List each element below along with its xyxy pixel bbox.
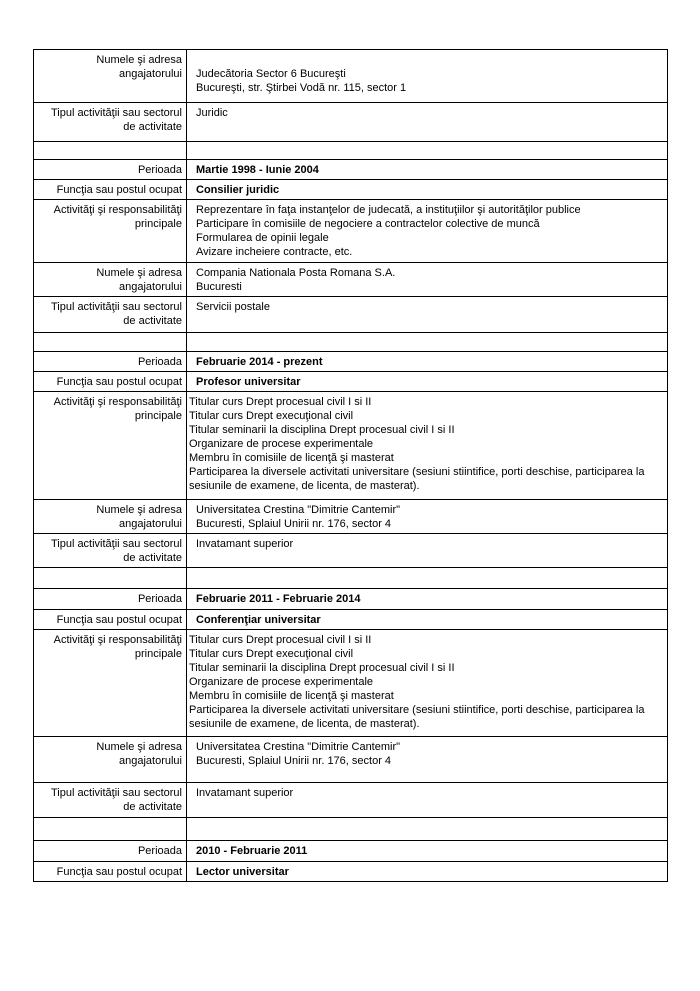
field-label: Tipul activităţii sau sectorul de activitate: [34, 534, 187, 568]
value-line: Membru în comisiile de licenţă şi masterat: [189, 452, 394, 464]
field-value: [187, 841, 668, 862]
value-line: Universitatea Crestina "Dimitrie Cantemir": [196, 741, 401, 753]
field-label: Activităţi şi responsabilităţi principale: [34, 200, 187, 263]
field-value: [187, 610, 668, 630]
value-line: Membru în comisiile de licenţă şi masterat: [189, 690, 394, 702]
field-value: [187, 263, 668, 297]
value-line: Titular seminarii la disciplina Drept procesual civil I si II: [189, 424, 455, 436]
value-line: Februarie 2014 - prezent: [196, 356, 323, 368]
value-line: 2010 - Februarie 2011: [196, 845, 308, 857]
field-label: Funcţia sau postul ocupat: [34, 610, 187, 630]
field-label: Numele şi adresa angajatorului: [34, 263, 187, 297]
value-line: Invatamant superior: [196, 787, 294, 799]
value-line: Bucureşti, str. Ştirbei Vodă nr. 115, sector 1: [196, 82, 407, 94]
value-line: Titular curs Drept procesual civil I si II: [189, 634, 372, 646]
table-row: [34, 180, 668, 200]
field-value: [187, 50, 668, 103]
field-label: Perioada: [34, 352, 187, 372]
value-line: Participare în comisiile de negociere a contractelor colective de muncă: [196, 218, 540, 230]
value-line: Participarea la diversele activitati universitare (sesiuni stiintifice, porti deschise, participarea la sesiunile de examene, de licenta, de masterat).: [189, 704, 645, 730]
value-line: Titular seminarii la disciplina Drept procesual civil I si II: [189, 662, 455, 674]
value-line: Compania Nationala Posta Romana S.A.: [196, 267, 396, 279]
table-row: [34, 818, 668, 841]
value-line: Organizare de procese experimentale: [189, 676, 374, 688]
field-label: Numele şi adresa angajatorului: [34, 50, 187, 103]
value-line: Universitatea Crestina "Dimitrie Cantemir": [196, 504, 401, 516]
field-value: [187, 783, 668, 818]
value-line: Bucuresti, Splaiul Unirii nr. 176, sector 4: [196, 518, 392, 530]
field-label: Perioada: [34, 160, 187, 180]
field-label: [34, 333, 187, 352]
field-value: [187, 392, 668, 500]
field-value: [187, 103, 668, 142]
table-row: [34, 392, 668, 500]
value-line: Avizare incheiere contracte, etc.: [196, 246, 353, 258]
field-value: [187, 297, 668, 333]
table-row: [34, 783, 668, 818]
value-line: Consilier juridic: [196, 184, 280, 196]
field-value: [187, 818, 668, 841]
field-label: Perioada: [34, 841, 187, 862]
value-line: Bucuresti: [196, 281, 242, 293]
field-label: Numele şi adresa angajatorului: [34, 500, 187, 534]
value-line: Titular curs Drept execuţional civil: [189, 410, 354, 422]
field-value: [187, 160, 668, 180]
field-value: [187, 568, 668, 589]
field-label: [34, 568, 187, 589]
field-label: Tipul activităţii sau sectorul de activitate: [34, 103, 187, 142]
field-label: [34, 142, 187, 160]
table-row: [34, 610, 668, 630]
value-line: Formularea de opinii legale: [196, 232, 329, 244]
table-row: [34, 352, 668, 372]
table-row: [34, 841, 668, 862]
value-line: Conferenţiar universitar: [196, 614, 321, 626]
field-value: [187, 333, 668, 352]
table-row: [34, 630, 668, 737]
table-row: [34, 589, 668, 610]
value-line: Titular curs Drept execuţional civil: [189, 648, 354, 660]
field-label: Perioada: [34, 589, 187, 610]
value-line: Juridic: [196, 107, 228, 119]
field-value: [187, 372, 668, 392]
table-row: [34, 263, 668, 297]
field-value: [187, 352, 668, 372]
table-row: [34, 372, 668, 392]
field-label: Activităţi şi responsabilităţi principale: [34, 392, 187, 500]
table-row: [34, 333, 668, 352]
table-row: [34, 297, 668, 333]
cv-experience-table: [33, 49, 668, 882]
field-label: Numele şi adresa angajatorului: [34, 737, 187, 783]
value-line: Februarie 2011 - Februarie 2014: [196, 593, 361, 605]
field-label: Funcţia sau postul ocupat: [34, 862, 187, 882]
field-value: [187, 630, 668, 737]
field-value: [187, 142, 668, 160]
value-line: Judecătoria Sector 6 Bucureşti: [196, 68, 346, 80]
value-line: Bucuresti, Splaiul Unirii nr. 176, sector 4: [196, 755, 392, 767]
value-line: Titular curs Drept procesual civil I si II: [189, 396, 372, 408]
value-line: Martie 1998 - Iunie 2004: [196, 164, 319, 176]
cv-table-body: [34, 50, 668, 882]
field-value: [187, 589, 668, 610]
table-row: [34, 737, 668, 783]
field-label: [34, 818, 187, 841]
value-line: [196, 53, 664, 67]
table-row: [34, 160, 668, 180]
table-row: [34, 500, 668, 534]
table-row: [34, 862, 668, 882]
field-value: [187, 737, 668, 783]
value-line: Lector universitar: [196, 866, 289, 878]
value-line: Organizare de procese experimentale: [189, 438, 374, 450]
value-line: Reprezentare în faţa instanţelor de judecată, a instituţiilor şi autorităţilor publice: [196, 204, 581, 216]
table-row: [34, 50, 668, 103]
value-line: Profesor universitar: [196, 376, 301, 388]
field-label: Activităţi şi responsabilităţi principale: [34, 630, 187, 737]
table-row: [34, 103, 668, 142]
table-row: [34, 568, 668, 589]
value-line: Invatamant superior: [196, 538, 294, 550]
table-row: [34, 142, 668, 160]
field-label: Funcţia sau postul ocupat: [34, 372, 187, 392]
field-value: [187, 180, 668, 200]
field-label: Tipul activităţii sau sectorul de activitate: [34, 783, 187, 818]
value-line: Participarea la diversele activitati universitare (sesiuni stiintifice, porti deschise, participarea la sesiunile de examene, de licenta, de masterat).: [189, 466, 645, 492]
field-label: Tipul activităţii sau sectorul de activitate: [34, 297, 187, 333]
field-value: [187, 200, 668, 263]
field-value: [187, 862, 668, 882]
table-row: [34, 534, 668, 568]
field-value: [187, 500, 668, 534]
field-value: [187, 534, 668, 568]
field-label: Funcţia sau postul ocupat: [34, 180, 187, 200]
value-line: Servicii postale: [196, 301, 270, 313]
table-row: [34, 200, 668, 263]
